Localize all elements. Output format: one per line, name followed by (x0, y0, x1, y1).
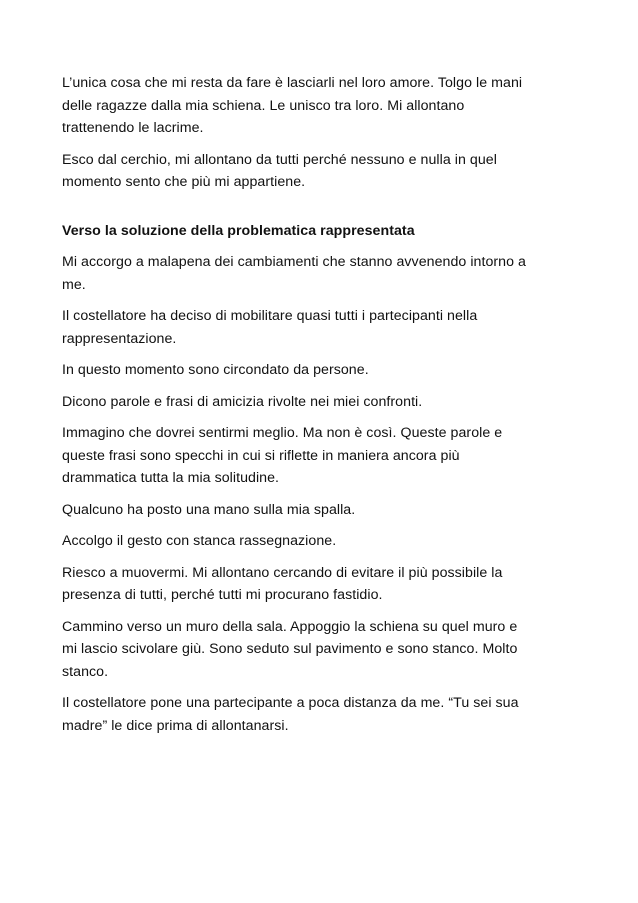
paragraph (62, 562, 582, 607)
paragraph (62, 72, 582, 140)
paragraph (62, 391, 582, 414)
text-line: Il costellatore pone una partecipante a poca distanza da me. “Tu sei sua (62, 695, 519, 711)
paragraph (62, 616, 582, 684)
section-heading (62, 220, 582, 243)
paragraph (62, 692, 582, 737)
text-line: presenza di tutti, perché tutti mi procurano fastidio. (62, 587, 383, 603)
paragraph (62, 359, 582, 382)
text-line: Qualcuno ha posto una mano sulla mia spalla. (62, 501, 356, 518)
text-line: Mi accorgo a malapena dei cambiamenti che stanno avvenendo intorno a (62, 254, 526, 270)
paragraph (62, 251, 582, 296)
text-line: Esco dal cerchio, mi allontano da tutti perché nessuno e nulla in quel (62, 151, 497, 168)
paragraph (62, 149, 582, 194)
heading-text: Verso la soluzione della problematica rappresentata (62, 222, 415, 239)
text-line: rappresentazione. (62, 330, 177, 347)
paragraph (62, 305, 582, 350)
document-page (62, 72, 582, 746)
text-line: stanco. (62, 663, 109, 680)
text-line: Accolgo il gesto con stanca rassegnazione. (62, 533, 337, 549)
text-line: mi lascio scivolare giù. Sono seduto sul pavimento e sono stanco. Molto (62, 641, 518, 657)
text-line: Immagino che dovrei sentirmi meglio. Ma non è così. Queste parole e (62, 425, 503, 441)
text-line: L’unica cosa che mi resta da fare è lasciarli nel loro amore. Tolgo le mani (62, 75, 523, 91)
text-line: Il costellatore ha deciso di mobilitare quasi tutti i partecipanti nella (62, 308, 478, 324)
paragraph (62, 499, 582, 522)
text-line: drammatica tutta la mia solitudine. (62, 470, 280, 486)
text-line: Dicono parole e frasi di amicizia rivolte nei miei confronti. (62, 393, 423, 410)
text-line: trattenendo le lacrime. (62, 120, 204, 136)
text-line: queste frasi sono specchi in cui si riflette in maniera ancora più (62, 447, 460, 464)
text-line: delle ragazze dalla mia schiena. Le unisco tra loro. Mi allontano (62, 97, 465, 114)
text-line: me. (62, 276, 86, 293)
text-line: madre” le dice prima di allontanarsi. (62, 717, 289, 734)
text-line: In questo momento sono circondato da persone. (62, 362, 369, 378)
text-line: Riesco a muovermi. Mi allontano cercando di evitare il più possibile la (62, 564, 503, 581)
text-line: momento sento che più mi appartiene. (62, 174, 306, 190)
text-line: Cammino verso un muro della sala. Appoggio la schiena su quel muro e (62, 618, 518, 635)
paragraph (62, 530, 582, 553)
paragraph (62, 422, 582, 490)
